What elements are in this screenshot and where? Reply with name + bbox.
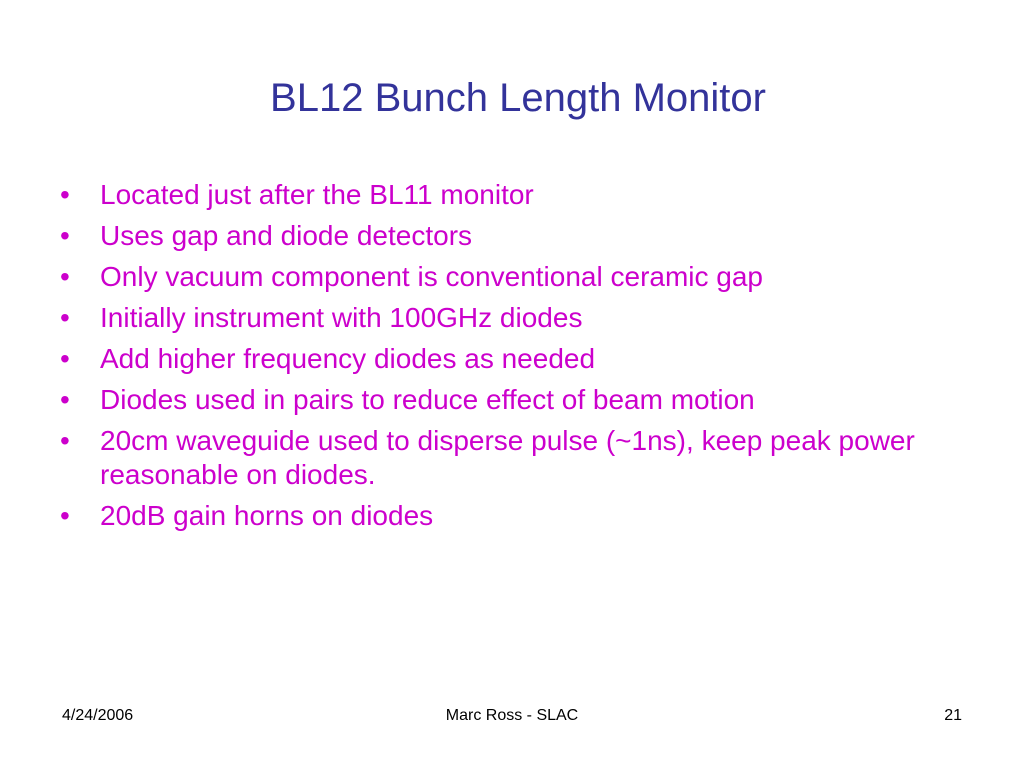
bullet-text: Uses gap and diode detectors (100, 220, 473, 251)
bullet-text: Only vacuum component is conventional ceramic gap (100, 261, 764, 292)
slide-title: BL12 Bunch Length Monitor (270, 76, 766, 120)
footer-date: 4/24/2006 (62, 707, 134, 724)
bullet-marker: • (60, 500, 70, 531)
bullet-marker: • (60, 343, 70, 374)
bullet-item (60, 342, 980, 376)
bullet-marker: • (60, 384, 70, 415)
bullet-item (60, 301, 980, 335)
bullet-text: 20dB gain horns on diodes (100, 500, 434, 531)
bullet-text: Add higher frequency diodes as needed (100, 343, 596, 374)
bullet-item (60, 499, 980, 533)
bullet-marker: • (60, 220, 70, 251)
bullet-item (60, 383, 980, 417)
bullet-list (60, 178, 980, 540)
bullet-text: Initially instrument with 100GHz diodes (100, 302, 583, 333)
footer-author: Marc Ross - SLAC (445, 707, 579, 724)
bullet-text: 20cm waveguide used to disperse pulse (~1ns), keep peak power reasonable on diodes. (100, 425, 915, 490)
bullet-marker: • (60, 302, 70, 333)
bullet-marker: • (60, 261, 70, 292)
footer-page-number: 21 (944, 707, 962, 724)
bullet-item (60, 424, 980, 492)
bullet-text: Diodes used in pairs to reduce effect of beam motion (100, 384, 755, 415)
bullet-item (60, 219, 980, 253)
bullet-item (60, 260, 980, 294)
bullet-marker: • (60, 179, 70, 210)
bullet-marker: • (60, 425, 70, 456)
bullet-item (60, 178, 980, 212)
bullet-text: Located just after the BL11 monitor (100, 179, 534, 210)
